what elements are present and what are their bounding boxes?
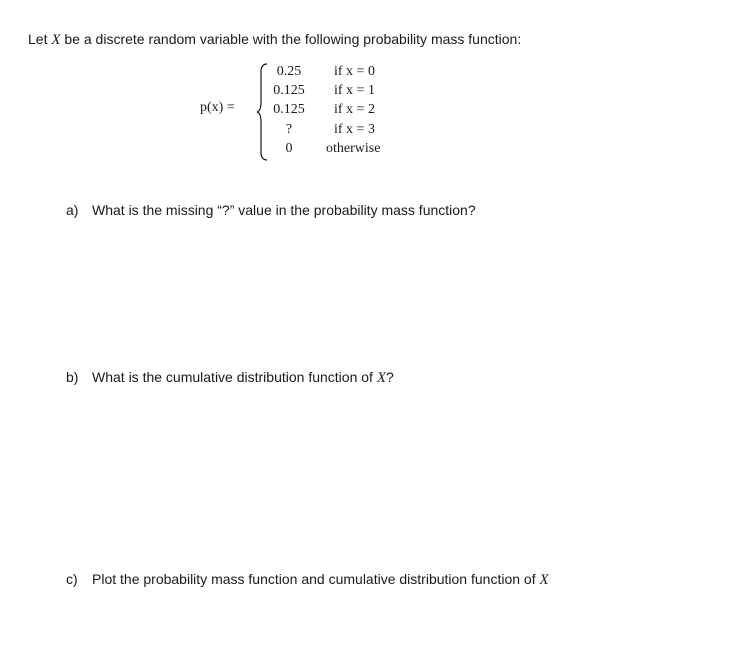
pmf-condition-4: otherwise (326, 141, 381, 156)
question-c-text: Plot the probability mass function and cumulative distribution function of (92, 571, 536, 587)
pmf-condition-0: if x = 0 (334, 64, 375, 79)
pmf-condition-1: if x = 1 (334, 83, 375, 98)
intro-suffix: be a discrete random variable with the following probability mass function: (64, 31, 522, 47)
intro-variable: X (51, 32, 61, 48)
question-a (66, 202, 476, 218)
question-a-text: What is the missing “?” value in the probability mass function? (92, 202, 476, 218)
pmf-lhs: p(x) = (200, 100, 235, 115)
question-c (66, 571, 549, 589)
problem-intro (28, 31, 521, 49)
pmf-condition-2: if x = 2 (334, 102, 375, 117)
question-c-label: c) (66, 571, 78, 587)
pmf-value-3: ? (285, 122, 293, 137)
question-b-end: ? (385, 369, 394, 385)
question-b-variable: X (376, 370, 386, 386)
question-b (66, 369, 394, 387)
pmf-value-2: 0.125 (273, 102, 305, 117)
left-brace-icon (256, 62, 268, 162)
question-c-variable: X (539, 572, 549, 588)
pmf-value-0: 0.25 (276, 64, 302, 79)
pmf-value-1: 0.125 (273, 83, 305, 98)
pmf-condition-3: if x = 3 (334, 122, 375, 137)
question-b-label: b) (66, 369, 79, 385)
intro-prefix: Let (28, 31, 48, 47)
question-b-text: What is the cumulative distribution function of (92, 369, 373, 385)
pmf-value-4: 0 (285, 141, 293, 156)
question-a-label: a) (66, 202, 79, 218)
